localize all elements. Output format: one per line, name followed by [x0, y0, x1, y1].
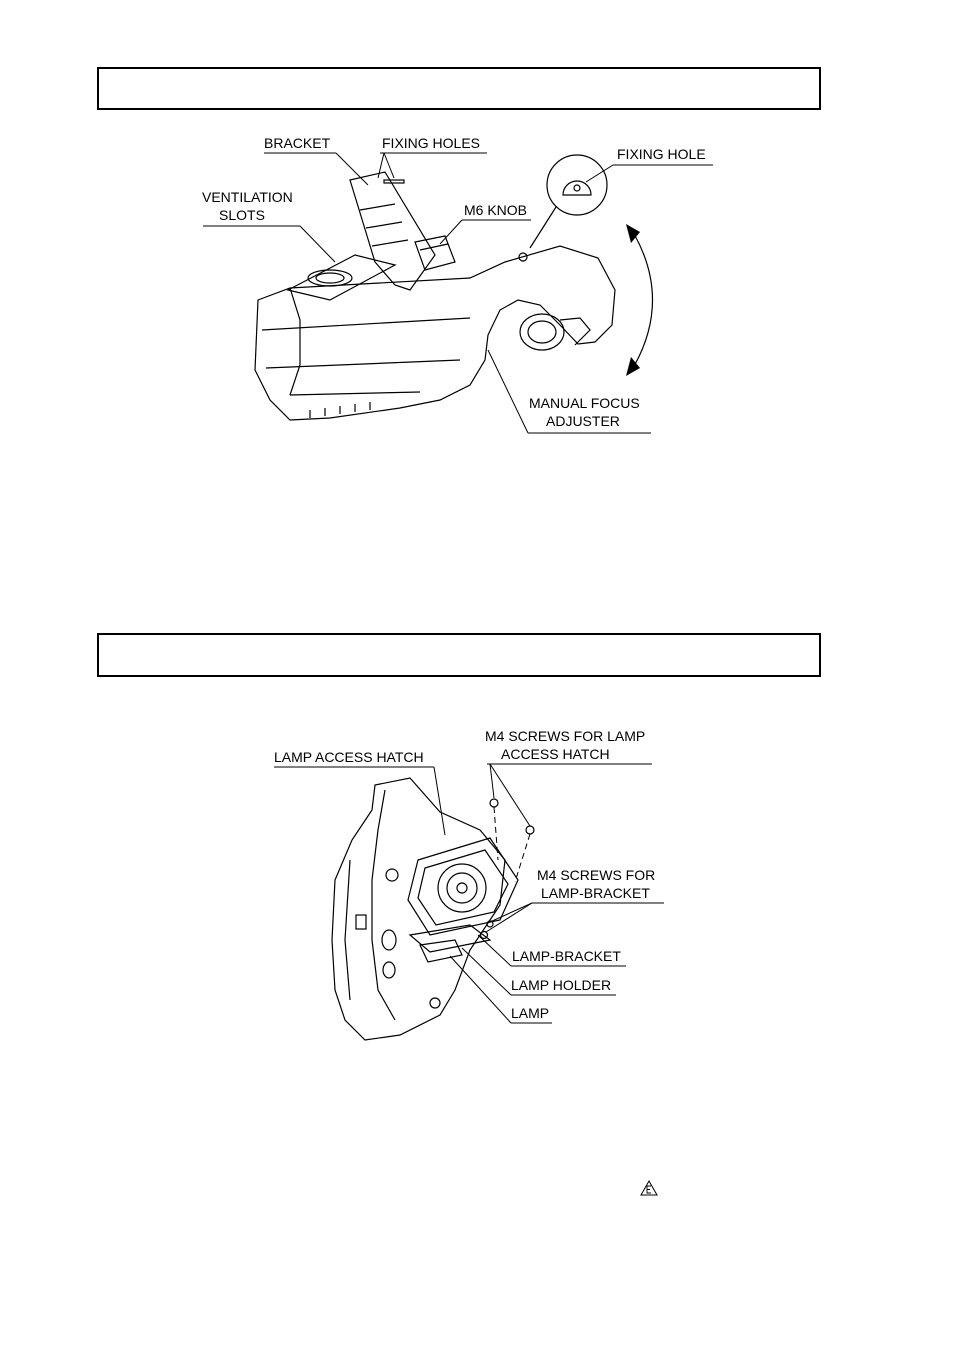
label-ventilation: VENTILATION — [202, 189, 293, 205]
label-lamp-bracket-screws: LAMP-BRACKET — [541, 885, 650, 901]
label-lamp-access-hatch: LAMP ACCESS HATCH — [274, 749, 424, 765]
label-lamp: LAMP — [511, 1005, 550, 1021]
label-fixing-holes: FIXING HOLES — [382, 135, 481, 151]
label-access-hatch: ACCESS HATCH — [501, 746, 610, 762]
label-slots: SLOTS — [219, 207, 265, 223]
label-lamp-bracket: LAMP-BRACKET — [512, 948, 621, 964]
warning-e-icon — [640, 1180, 658, 1197]
label-fixing-hole: FIXING HOLE — [617, 146, 706, 162]
label-m4-screws-hatch: M4 SCREWS FOR LAMP — [485, 728, 646, 744]
fixture-mounting-diagram — [0, 0, 954, 460]
lamp-replacement-diagram — [0, 700, 954, 1100]
label-lamp-holder: LAMP HOLDER — [511, 977, 612, 993]
label-manual-focus: MANUAL FOCUS — [529, 395, 640, 411]
label-m4-screws-bracket: M4 SCREWS FOR — [537, 867, 656, 883]
label-m6-knob: M6 KNOB — [464, 202, 528, 218]
label-adjuster: ADJUSTER — [546, 413, 620, 429]
fixture-body-drawing — [255, 155, 653, 420]
section-header-box-2 — [97, 633, 821, 677]
fixture-lamp-drawing — [332, 778, 534, 1040]
label-bracket: BRACKET — [264, 135, 331, 151]
